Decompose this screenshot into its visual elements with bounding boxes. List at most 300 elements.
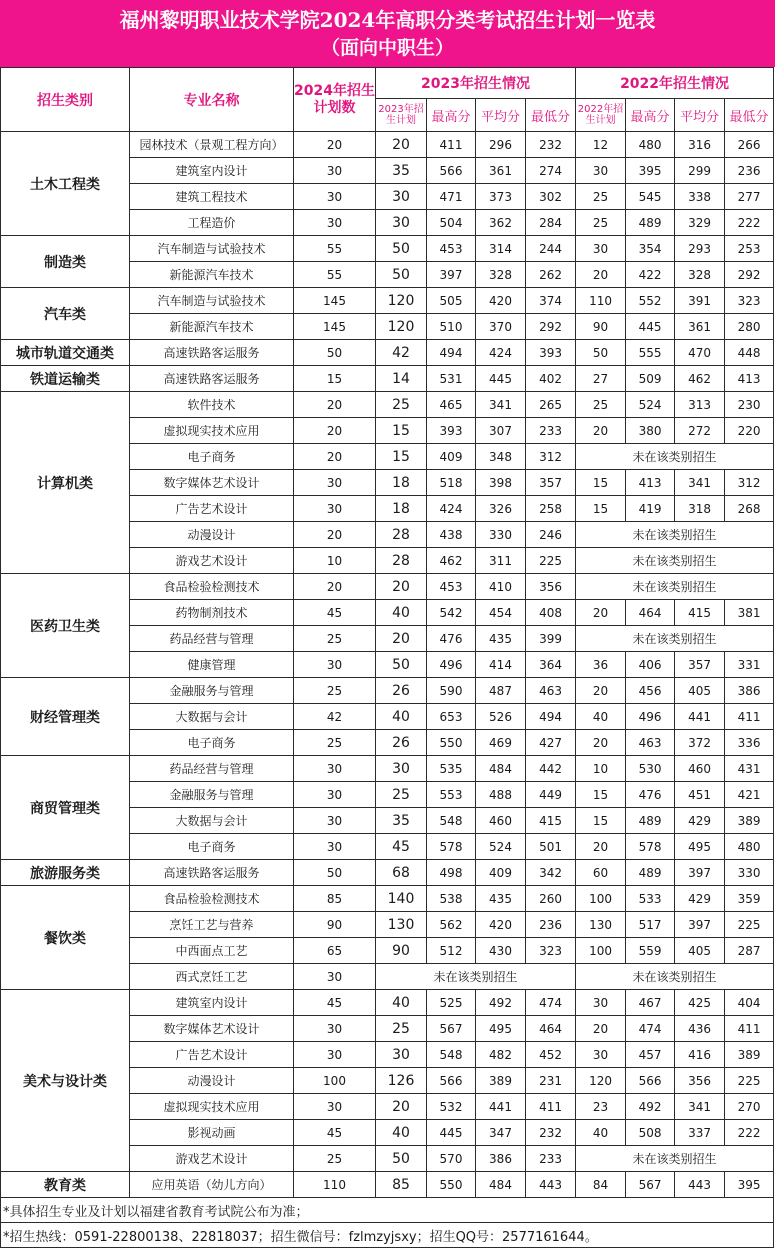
max-2022-cell: 555 [626, 340, 675, 366]
page-title: 福州黎明职业技术学院2024年高职分类考试招生计划一览表 [119, 8, 656, 32]
plan-2023-cell: 25 [376, 392, 427, 418]
plan-2023-cell: 25 [376, 782, 427, 808]
not-enrolled-2022-cell: 未在该类别招生 [576, 522, 774, 548]
max-2022-cell: 496 [626, 704, 675, 730]
table-row [1, 678, 774, 704]
max-2022-cell: 567 [626, 1172, 675, 1198]
min-2023-cell: 356 [526, 574, 576, 600]
avg-2022-cell: 429 [675, 808, 725, 834]
plan-2022-cell: 30 [576, 1042, 626, 1068]
min-2022-cell: 413 [725, 366, 774, 392]
max-2023-cell: 535 [427, 756, 476, 782]
major-cell: 药物制剂技术 [130, 600, 294, 626]
avg-2023-cell: 347 [476, 1120, 526, 1146]
plan-2024-cell: 20 [294, 522, 376, 548]
min-2022-cell: 292 [725, 262, 774, 288]
major-cell: 游戏艺术设计 [130, 548, 294, 574]
major-cell: 健康管理 [130, 652, 294, 678]
avg-2022-cell: 341 [675, 470, 725, 496]
plan-2024-cell: 30 [294, 1016, 376, 1042]
plan-2023-cell: 30 [376, 184, 427, 210]
avg-2022-cell: 357 [675, 652, 725, 678]
avg-2023-cell: 362 [476, 210, 526, 236]
table-row [1, 236, 774, 262]
avg-2023-cell: 386 [476, 1146, 526, 1172]
plan-2024-cell: 20 [294, 392, 376, 418]
plan-2022-cell: 23 [576, 1094, 626, 1120]
major-cell: 药品经营与管理 [130, 626, 294, 652]
major-cell: 数字媒体艺术设计 [130, 1016, 294, 1042]
min-2023-cell: 284 [526, 210, 576, 236]
max-2022-cell: 354 [626, 236, 675, 262]
max-2022-cell: 476 [626, 782, 675, 808]
plan-2024-cell: 55 [294, 236, 376, 262]
plan-2022-cell: 15 [576, 782, 626, 808]
avg-2023-cell: 326 [476, 496, 526, 522]
major-cell: 新能源汽车技术 [130, 314, 294, 340]
max-2023-cell: 566 [427, 1068, 476, 1094]
plan-2023-cell: 50 [376, 262, 427, 288]
major-cell: 食品检验检测技术 [130, 574, 294, 600]
plan-2023-cell: 20 [376, 1094, 427, 1120]
plan-2024-cell: 30 [294, 184, 376, 210]
min-2023-cell: 342 [526, 860, 576, 886]
max-2023-cell: 453 [427, 574, 476, 600]
max-2023-cell: 510 [427, 314, 476, 340]
plan-2024-cell: 30 [294, 652, 376, 678]
not-enrolled-2022-cell: 未在该类别招生 [576, 626, 774, 652]
plan-2022-cell: 12 [576, 132, 626, 158]
min-2023-cell: 411 [526, 1094, 576, 1120]
max-2023-cell: 562 [427, 912, 476, 938]
max-2022-cell: 419 [626, 496, 675, 522]
table-row [1, 392, 774, 418]
plan-2023-cell: 50 [376, 652, 427, 678]
plan-2024-cell: 25 [294, 678, 376, 704]
major-cell: 大数据与会计 [130, 704, 294, 730]
min-2023-cell: 415 [526, 808, 576, 834]
avg-2023-cell: 328 [476, 262, 526, 288]
min-2022-cell: 236 [725, 158, 774, 184]
min-2023-cell: 231 [526, 1068, 576, 1094]
min-2022-cell: 270 [725, 1094, 774, 1120]
min-2022-cell: 225 [725, 912, 774, 938]
max-2023-cell: 567 [427, 1016, 476, 1042]
max-2022-cell: 489 [626, 210, 675, 236]
header-2022: 2022年招生情况 [576, 68, 774, 99]
max-2023-cell: 512 [427, 938, 476, 964]
plan-2023-cell: 68 [376, 860, 427, 886]
min-2022-cell: 253 [725, 236, 774, 262]
major-cell: 电子商务 [130, 834, 294, 860]
avg-2022-cell: 361 [675, 314, 725, 340]
not-enrolled-2022-cell: 未在该类别招生 [576, 444, 774, 470]
plan-2024-cell: 55 [294, 262, 376, 288]
avg-2023-cell: 420 [476, 288, 526, 314]
max-2023-cell: 548 [427, 808, 476, 834]
major-cell: 西式烹饪工艺 [130, 964, 294, 990]
max-2022-cell: 545 [626, 184, 675, 210]
avg-2023-cell: 296 [476, 132, 526, 158]
avg-2022-cell: 338 [675, 184, 725, 210]
plan-2023-cell: 140 [376, 886, 427, 912]
plan-2024-cell: 30 [294, 496, 376, 522]
not-enrolled-2022-cell: 未在该类别招生 [576, 548, 774, 574]
min-2022-cell: 220 [725, 418, 774, 444]
avg-2022-cell: 436 [675, 1016, 725, 1042]
max-2023-cell: 453 [427, 236, 476, 262]
min-2023-cell: 236 [526, 912, 576, 938]
major-cell: 游戏艺术设计 [130, 1146, 294, 1172]
avg-2022-cell: 441 [675, 704, 725, 730]
avg-2022-cell: 328 [675, 262, 725, 288]
plan-2024-cell: 145 [294, 314, 376, 340]
table-row [1, 132, 774, 158]
min-2023-cell: 302 [526, 184, 576, 210]
avg-2023-cell: 488 [476, 782, 526, 808]
plan-2024-cell: 20 [294, 418, 376, 444]
major-cell: 应用英语（幼儿方向） [130, 1172, 294, 1198]
min-2023-cell: 501 [526, 834, 576, 860]
max-2023-cell: 397 [427, 262, 476, 288]
plan-2024-cell: 20 [294, 132, 376, 158]
max-2022-cell: 578 [626, 834, 675, 860]
major-cell: 电子商务 [130, 730, 294, 756]
max-2023-cell: 653 [427, 704, 476, 730]
plan-2022-cell: 100 [576, 938, 626, 964]
avg-2022-cell: 272 [675, 418, 725, 444]
plan-2024-cell: 45 [294, 1120, 376, 1146]
plan-2024-cell: 50 [294, 340, 376, 366]
plan-2024-cell: 100 [294, 1068, 376, 1094]
min-2023-cell: 232 [526, 132, 576, 158]
avg-2023-cell: 482 [476, 1042, 526, 1068]
plan-2024-cell: 25 [294, 1146, 376, 1172]
avg-2022-cell: 462 [675, 366, 725, 392]
max-2023-cell: 411 [427, 132, 476, 158]
plan-2022-cell: 15 [576, 808, 626, 834]
min-2022-cell: 230 [725, 392, 774, 418]
max-2023-cell: 505 [427, 288, 476, 314]
avg-2022-cell: 451 [675, 782, 725, 808]
avg-2023-cell: 348 [476, 444, 526, 470]
plan-2023-cell: 35 [376, 808, 427, 834]
min-2023-cell: 292 [526, 314, 576, 340]
plan-2024-cell: 20 [294, 574, 376, 600]
plan-2023-cell: 126 [376, 1068, 427, 1094]
plan-2024-cell: 30 [294, 1094, 376, 1120]
major-cell: 数字媒体艺术设计 [130, 470, 294, 496]
plan-2023-cell: 14 [376, 366, 427, 392]
category-cell: 汽车类 [1, 288, 130, 340]
plan-2022-cell: 40 [576, 704, 626, 730]
min-2022-cell: 331 [725, 652, 774, 678]
min-2022-cell: 287 [725, 938, 774, 964]
table-row [1, 860, 774, 886]
avg-2022-cell: 293 [675, 236, 725, 262]
max-2023-cell: 578 [427, 834, 476, 860]
plan-2022-cell: 25 [576, 210, 626, 236]
avg-2023-cell: 410 [476, 574, 526, 600]
avg-2023-cell: 445 [476, 366, 526, 392]
plan-2023-cell: 15 [376, 444, 427, 470]
plan-2023-cell: 20 [376, 132, 427, 158]
plan-2024-cell: 45 [294, 600, 376, 626]
header-min-2022: 最低分 [725, 99, 774, 132]
plan-2024-cell: 30 [294, 1042, 376, 1068]
plan-2023-cell: 50 [376, 236, 427, 262]
major-cell: 药品经营与管理 [130, 756, 294, 782]
table-row [1, 288, 774, 314]
plan-2023-cell: 18 [376, 470, 427, 496]
min-2023-cell: 225 [526, 548, 576, 574]
plan-2024-cell: 110 [294, 1172, 376, 1198]
major-cell: 食品检验检测技术 [130, 886, 294, 912]
category-cell: 财经管理类 [1, 678, 130, 756]
plan-2022-cell: 20 [576, 262, 626, 288]
max-2023-cell: 553 [427, 782, 476, 808]
plan-2023-cell: 18 [376, 496, 427, 522]
table-row [1, 366, 774, 392]
table-row [1, 1172, 774, 1198]
plan-2022-cell: 20 [576, 600, 626, 626]
avg-2022-cell: 316 [675, 132, 725, 158]
plan-2023-cell: 40 [376, 990, 427, 1016]
min-2023-cell: 494 [526, 704, 576, 730]
plan-2023-cell: 30 [376, 210, 427, 236]
min-2023-cell: 232 [526, 1120, 576, 1146]
plan-2023-cell: 40 [376, 1120, 427, 1146]
avg-2022-cell: 318 [675, 496, 725, 522]
avg-2022-cell: 429 [675, 886, 725, 912]
avg-2022-cell: 495 [675, 834, 725, 860]
major-cell: 汽车制造与试验技术 [130, 288, 294, 314]
plan-2023-cell: 45 [376, 834, 427, 860]
category-cell: 计算机类 [1, 392, 130, 574]
category-cell: 制造类 [1, 236, 130, 288]
avg-2022-cell: 356 [675, 1068, 725, 1094]
max-2022-cell: 413 [626, 470, 675, 496]
category-cell: 商贸管理类 [1, 756, 130, 860]
avg-2023-cell: 361 [476, 158, 526, 184]
max-2022-cell: 566 [626, 1068, 675, 1094]
min-2023-cell: 474 [526, 990, 576, 1016]
major-cell: 大数据与会计 [130, 808, 294, 834]
avg-2023-cell: 330 [476, 522, 526, 548]
plan-2024-cell: 20 [294, 444, 376, 470]
header-min-2023: 最低分 [526, 99, 576, 132]
avg-2023-cell: 526 [476, 704, 526, 730]
min-2023-cell: 442 [526, 756, 576, 782]
plan-2022-cell: 84 [576, 1172, 626, 1198]
max-2022-cell: 524 [626, 392, 675, 418]
max-2023-cell: 438 [427, 522, 476, 548]
min-2022-cell: 389 [725, 1042, 774, 1068]
plan-2022-cell: 20 [576, 678, 626, 704]
plan-2022-cell: 27 [576, 366, 626, 392]
max-2022-cell: 406 [626, 652, 675, 678]
note-contact: *招生热线：0591-22800138、22818037；招生微信号：fzlmzyjsxy；招生QQ号：2577161644。 [1, 1223, 774, 1248]
major-cell: 工程造价 [130, 210, 294, 236]
min-2023-cell: 463 [526, 678, 576, 704]
max-2023-cell: 542 [427, 600, 476, 626]
min-2022-cell: 225 [725, 1068, 774, 1094]
major-cell: 高速铁路客运服务 [130, 366, 294, 392]
avg-2023-cell: 430 [476, 938, 526, 964]
max-2022-cell: 467 [626, 990, 675, 1016]
min-2022-cell: 277 [725, 184, 774, 210]
enrollment-plan-table [0, 67, 774, 1248]
avg-2023-cell: 435 [476, 886, 526, 912]
max-2022-cell: 456 [626, 678, 675, 704]
min-2022-cell: 222 [725, 1120, 774, 1146]
plan-2022-cell: 130 [576, 912, 626, 938]
max-2022-cell: 489 [626, 808, 675, 834]
avg-2023-cell: 314 [476, 236, 526, 262]
max-2023-cell: 504 [427, 210, 476, 236]
plan-2024-cell: 30 [294, 210, 376, 236]
header-plan-2022: 2022年招生计划 [576, 99, 626, 132]
avg-2023-cell: 373 [476, 184, 526, 210]
major-cell: 虚拟现实技术应用 [130, 1094, 294, 1120]
plan-2024-cell: 50 [294, 860, 376, 886]
plan-2023-cell: 35 [376, 158, 427, 184]
min-2023-cell: 312 [526, 444, 576, 470]
table-body [1, 132, 774, 1198]
avg-2023-cell: 524 [476, 834, 526, 860]
min-2023-cell: 374 [526, 288, 576, 314]
min-2023-cell: 233 [526, 418, 576, 444]
plan-2023-cell: 40 [376, 600, 427, 626]
min-2022-cell: 280 [725, 314, 774, 340]
table-row [1, 756, 774, 782]
max-2023-cell: 531 [427, 366, 476, 392]
max-2023-cell: 496 [427, 652, 476, 678]
max-2023-cell: 445 [427, 1120, 476, 1146]
plan-2022-cell: 15 [576, 496, 626, 522]
plan-2022-cell: 20 [576, 834, 626, 860]
plan-2024-cell: 25 [294, 730, 376, 756]
min-2022-cell: 448 [725, 340, 774, 366]
min-2022-cell: 222 [725, 210, 774, 236]
plan-2023-cell: 120 [376, 314, 427, 340]
category-cell: 铁道运输类 [1, 366, 130, 392]
plan-2023-cell: 28 [376, 548, 427, 574]
plan-2024-cell: 30 [294, 808, 376, 834]
avg-2023-cell: 492 [476, 990, 526, 1016]
max-2022-cell: 457 [626, 1042, 675, 1068]
avg-2022-cell: 341 [675, 1094, 725, 1120]
plan-2022-cell: 110 [576, 288, 626, 314]
not-enrolled-2022-cell: 未在该类别招生 [576, 574, 774, 600]
major-cell: 建筑工程技术 [130, 184, 294, 210]
plan-2023-cell: 15 [376, 418, 427, 444]
plan-2022-cell: 15 [576, 470, 626, 496]
min-2023-cell: 393 [526, 340, 576, 366]
max-2022-cell: 508 [626, 1120, 675, 1146]
plan-2024-cell: 30 [294, 964, 376, 990]
plan-2023-cell: 25 [376, 1016, 427, 1042]
plan-2023-cell: 50 [376, 1146, 427, 1172]
avg-2023-cell: 484 [476, 756, 526, 782]
plan-2024-cell: 10 [294, 548, 376, 574]
avg-2022-cell: 443 [675, 1172, 725, 1198]
plan-2022-cell: 20 [576, 1016, 626, 1042]
plan-2024-cell: 30 [294, 834, 376, 860]
min-2023-cell: 464 [526, 1016, 576, 1042]
avg-2023-cell: 454 [476, 600, 526, 626]
avg-2022-cell: 415 [675, 600, 725, 626]
min-2023-cell: 408 [526, 600, 576, 626]
plan-2022-cell: 60 [576, 860, 626, 886]
avg-2023-cell: 435 [476, 626, 526, 652]
max-2023-cell: 494 [427, 340, 476, 366]
avg-2022-cell: 391 [675, 288, 725, 314]
category-cell: 美术与设计类 [1, 990, 130, 1172]
category-cell: 医药卫生类 [1, 574, 130, 678]
max-2022-cell: 395 [626, 158, 675, 184]
avg-2022-cell: 372 [675, 730, 725, 756]
avg-2022-cell: 405 [675, 938, 725, 964]
max-2022-cell: 480 [626, 132, 675, 158]
avg-2022-cell: 470 [675, 340, 725, 366]
min-2022-cell: 359 [725, 886, 774, 912]
plan-2022-cell: 50 [576, 340, 626, 366]
avg-2022-cell: 299 [675, 158, 725, 184]
avg-2023-cell: 495 [476, 1016, 526, 1042]
plan-2022-cell: 25 [576, 392, 626, 418]
major-cell: 中西面点工艺 [130, 938, 294, 964]
plan-2022-cell: 10 [576, 756, 626, 782]
min-2023-cell: 265 [526, 392, 576, 418]
major-cell: 广告艺术设计 [130, 1042, 294, 1068]
major-cell: 汽车制造与试验技术 [130, 236, 294, 262]
major-cell: 电子商务 [130, 444, 294, 470]
avg-2023-cell: 460 [476, 808, 526, 834]
avg-2023-cell: 441 [476, 1094, 526, 1120]
min-2022-cell: 330 [725, 860, 774, 886]
min-2023-cell: 402 [526, 366, 576, 392]
plan-2023-cell: 30 [376, 756, 427, 782]
max-2022-cell: 474 [626, 1016, 675, 1042]
plan-2024-cell: 25 [294, 626, 376, 652]
plan-2022-cell: 100 [576, 886, 626, 912]
header-2023: 2023年招生情况 [376, 68, 576, 99]
major-cell: 园林技术（景观工程方向） [130, 132, 294, 158]
max-2022-cell: 422 [626, 262, 675, 288]
plan-2022-cell: 36 [576, 652, 626, 678]
header-max-2023: 最高分 [427, 99, 476, 132]
plan-2022-cell: 30 [576, 236, 626, 262]
min-2023-cell: 323 [526, 938, 576, 964]
not-enrolled-2022-cell: 未在该类别招生 [576, 1146, 774, 1172]
max-2023-cell: 471 [427, 184, 476, 210]
header-category: 招生类别 [1, 68, 130, 132]
avg-2022-cell: 405 [675, 678, 725, 704]
plan-2023-cell: 28 [376, 522, 427, 548]
max-2023-cell: 393 [427, 418, 476, 444]
max-2022-cell: 489 [626, 860, 675, 886]
not-enrolled-2023-cell: 未在该类别招生 [376, 964, 576, 990]
min-2023-cell: 258 [526, 496, 576, 522]
max-2022-cell: 533 [626, 886, 675, 912]
major-cell: 高速铁路客运服务 [130, 860, 294, 886]
min-2023-cell: 244 [526, 236, 576, 262]
max-2023-cell: 550 [427, 730, 476, 756]
plan-2023-cell: 26 [376, 730, 427, 756]
category-cell: 土木工程类 [1, 132, 130, 236]
min-2023-cell: 427 [526, 730, 576, 756]
